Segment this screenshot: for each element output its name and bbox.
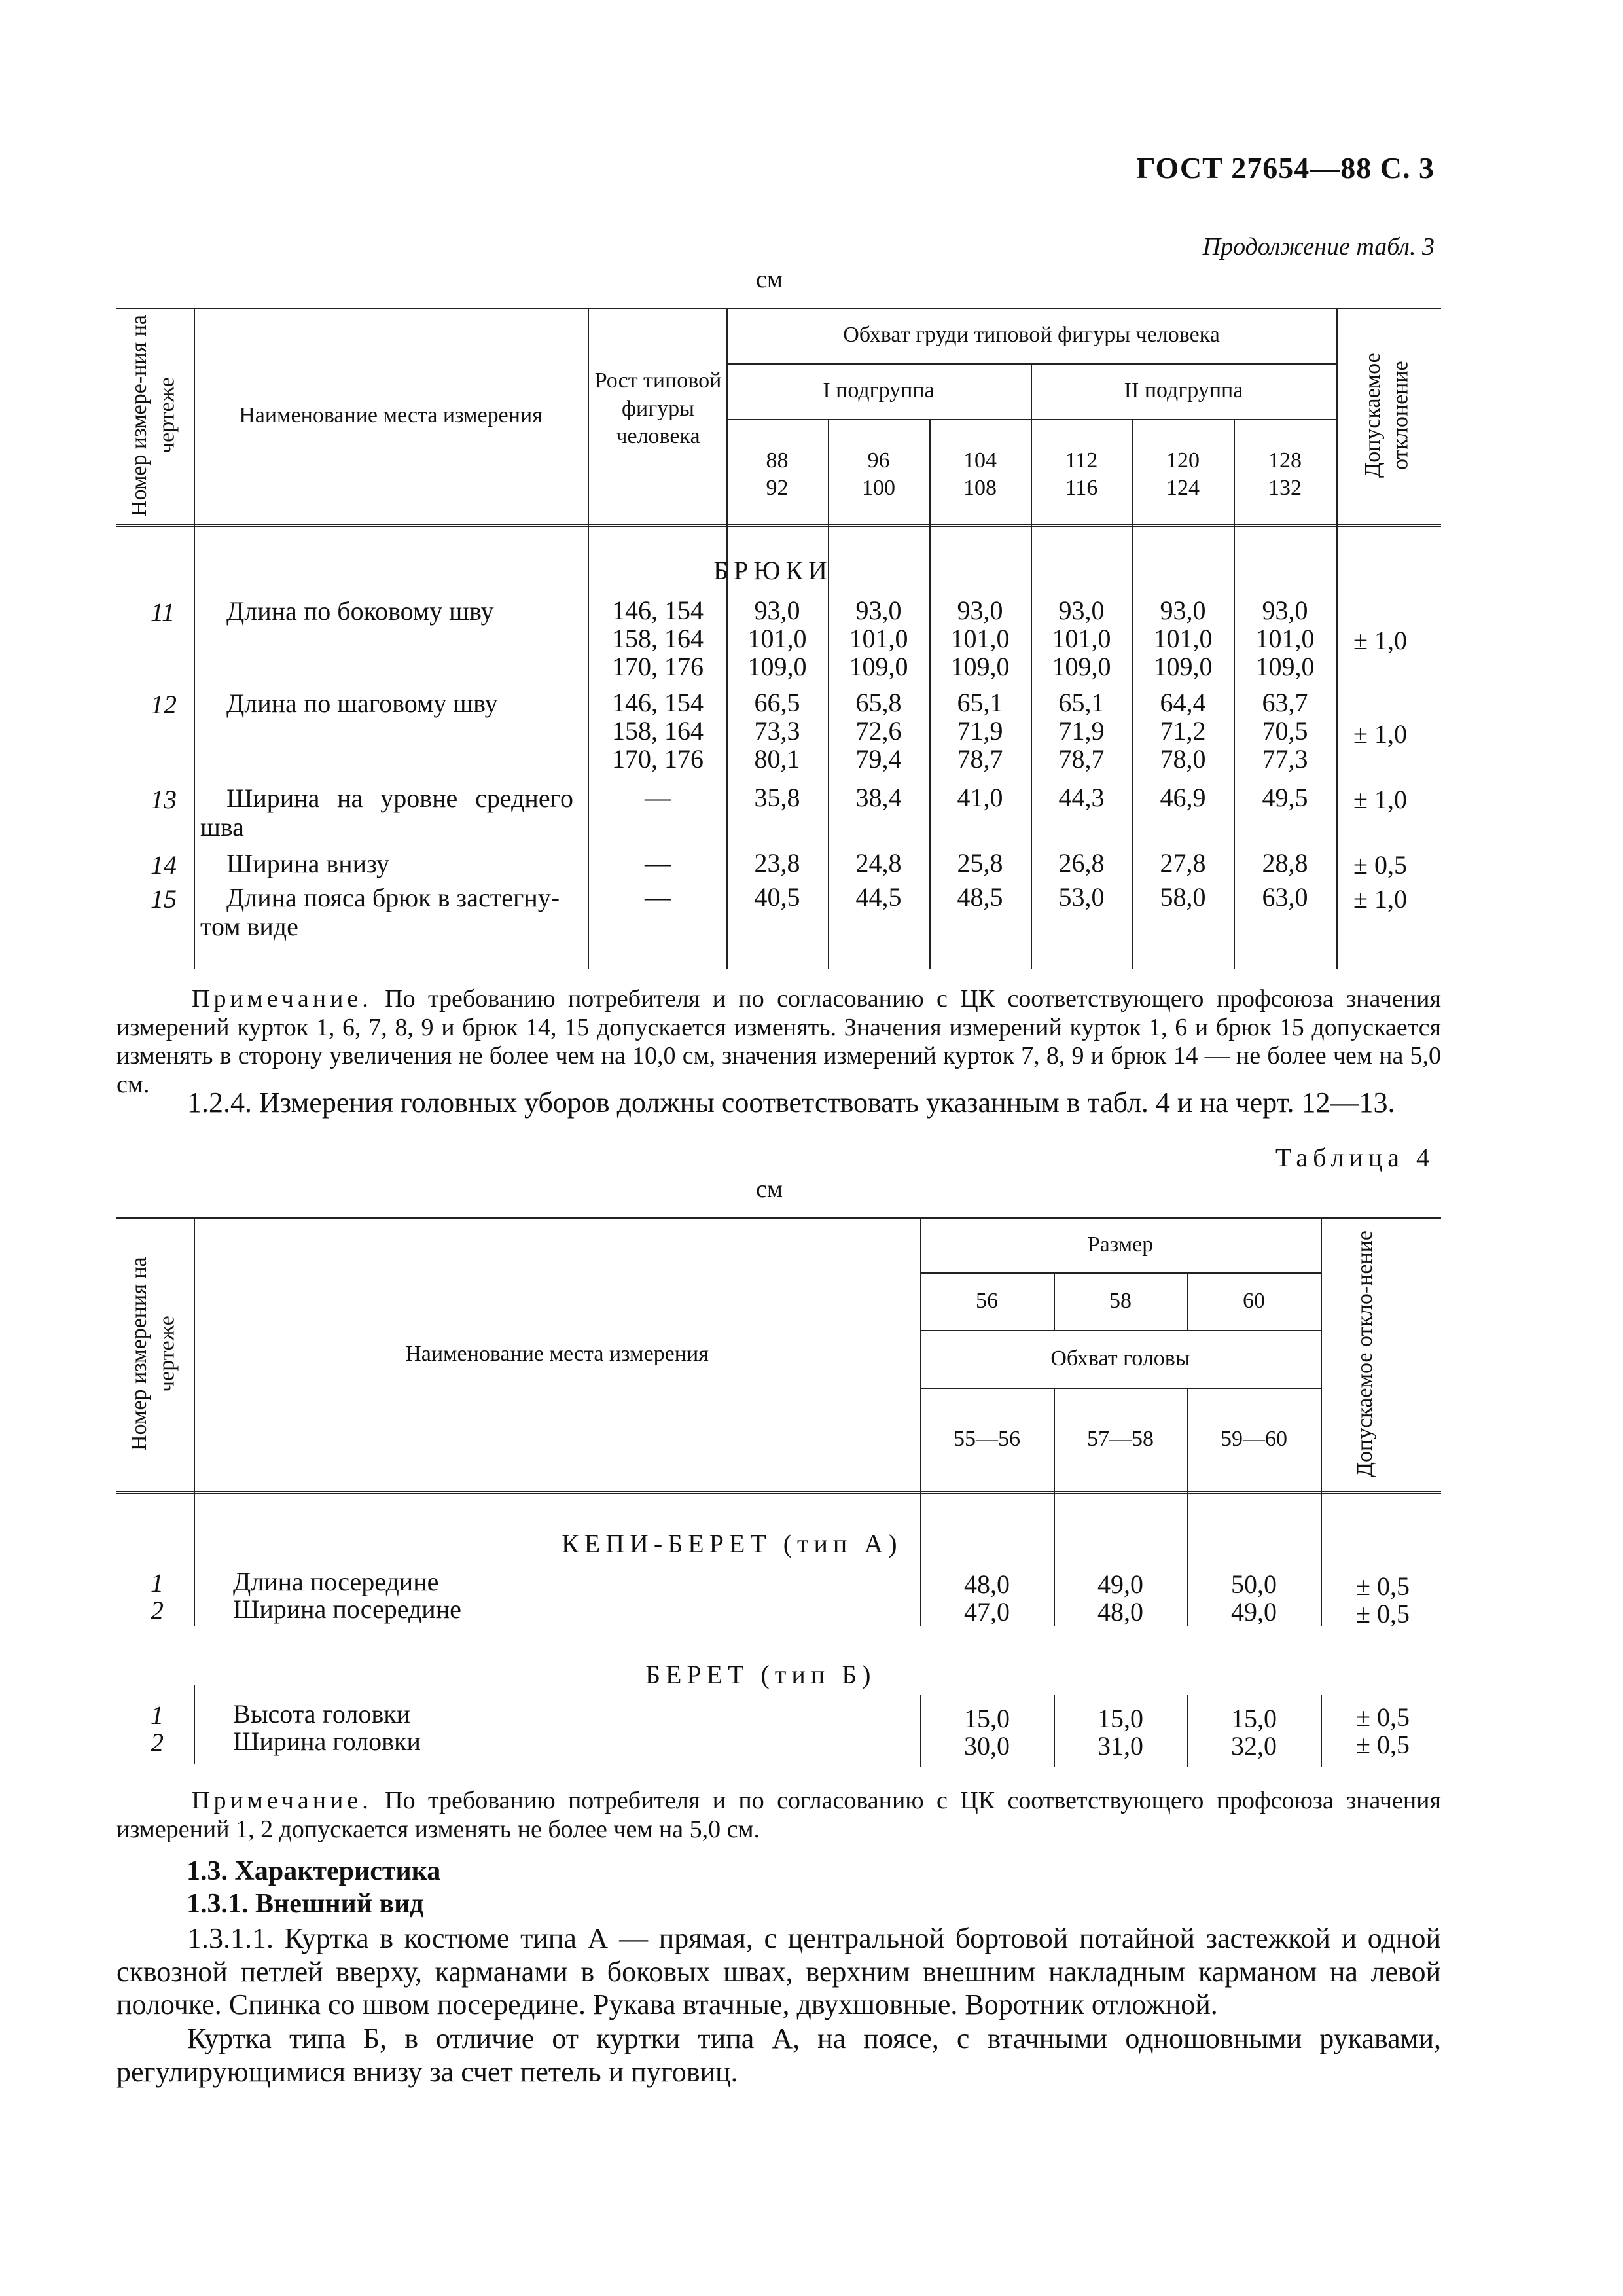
row-value: 49,0 — [1231, 1597, 1277, 1626]
col-girth-header: Обхват груди типовой фигуры человека — [843, 323, 1220, 348]
row-tolerance: ± 1,0 — [1353, 884, 1407, 914]
table-4-title: Таблица 4 — [1275, 1143, 1435, 1172]
row-tolerance: ± 0,5 — [1356, 1730, 1410, 1759]
row-value: 58,0 — [1160, 882, 1206, 912]
note-1: Примечание. По требованию потребителя и по согласованию с ЦК соответствующего профсоюза значения измерений курток 1, 6, 7, 8, 9 и брюк 14, 15 допускается изменять. Значения измерений курток 1, 6 и брюк 15 допускается изменять в сторону увеличения не более чем на 10,0 см, значения измерений курток 7, 8, 9 и брюк 14 — не более чем на 5,0 см. — [116, 985, 1441, 1099]
heading-1-3: 1.3. Характеристика — [187, 1856, 441, 1886]
row-value: 47,0 — [964, 1597, 1010, 1626]
row-value: 48,5 — [957, 882, 1003, 912]
col-head-girth-header: Обхват головы — [1050, 1346, 1190, 1371]
row-value: 26,8 — [1058, 848, 1105, 878]
row-name: Длина посередине — [233, 1567, 439, 1596]
row-name: Ширина головки — [233, 1727, 421, 1756]
row-value: 35,8 — [754, 783, 800, 812]
col-name-header: Наименование места измерения — [405, 1341, 709, 1366]
size-56: 56 — [976, 1288, 998, 1313]
col-number-header: Номер измере-ния на чертеже — [127, 315, 179, 516]
row-number: 2 — [151, 1728, 164, 1757]
row-value: 46,9 — [1160, 783, 1206, 812]
row-value: 32,0 — [1231, 1731, 1277, 1761]
row-name: Длина пояса брюк в застегну-том виде — [200, 883, 560, 941]
section-title-kepi-beret: КЕПИ-БЕРЕТ (тип А) — [562, 1529, 902, 1558]
size-60: 60 — [1243, 1288, 1265, 1313]
size-header: 88 92 — [766, 448, 789, 500]
row-value: 30,0 — [964, 1731, 1010, 1761]
row-name: Ширина на уровне среднего шва — [200, 783, 573, 842]
row-value: 25,8 — [957, 848, 1003, 878]
range-1: 55—56 — [954, 1426, 1020, 1451]
table4-unit: см — [756, 1175, 783, 1203]
row-value: 93,0 101,0 109,0 — [1052, 596, 1111, 681]
row-number: 14 — [151, 850, 177, 880]
row-number: 1 — [151, 1568, 164, 1598]
size-58: 58 — [1109, 1288, 1132, 1313]
row-value: 48,0 — [964, 1570, 1010, 1599]
row-number: 12 — [151, 690, 177, 719]
col-height-header: Рост типовой фигуры человека — [594, 368, 722, 449]
row-height: 146, 154 158, 164 170, 176 — [612, 596, 704, 681]
size-header: 96 100 — [862, 448, 895, 500]
row-tolerance: ± 0,5 — [1356, 1571, 1410, 1601]
subgroup-2-header: II подгруппа — [1124, 378, 1243, 403]
note-2: Примечание. По требованию потребителя и по согласованию с ЦК соответствующего профсоюза значения измерений 1, 2 допускается изменять не более чем на 5,0 см. — [116, 1787, 1441, 1843]
row-value: 93,0 101,0 109,0 — [849, 596, 908, 681]
row-height: — — [645, 882, 671, 912]
size-header: 112 116 — [1065, 448, 1098, 500]
row-tolerance: ± 1,0 — [1353, 785, 1407, 814]
row-value: 66,5 73,3 80,1 — [754, 688, 800, 774]
page-header: ГОСТ 27654—88 С. 3 — [1136, 151, 1435, 185]
row-tolerance: ± 0,5 — [1356, 1702, 1410, 1732]
col-tolerance-header: Допускаемое отклонение — [1361, 353, 1413, 478]
row-height: — — [645, 848, 671, 878]
row-name: Ширина внизу — [226, 849, 389, 878]
row-value: 15,0 — [964, 1704, 1010, 1733]
size-header: 128 132 — [1268, 448, 1302, 500]
col-tolerance-header: Допускаемое откло-нение — [1353, 1230, 1377, 1478]
row-value: 31,0 — [1097, 1731, 1143, 1761]
row-value: 49,0 — [1097, 1570, 1143, 1599]
row-number: 1 — [151, 1700, 164, 1730]
table3-unit: см — [756, 266, 783, 293]
size-header: 104 108 — [963, 448, 997, 500]
row-value: 44,3 — [1058, 783, 1105, 812]
paragraph-1-2-4: 1.2.4. Измерения головных уборов должны соответствовать указанным в табл. 4 и на черт. 12—13. — [187, 1086, 1395, 1119]
subgroup-1-header: I подгруппа — [823, 378, 935, 403]
range-3: 59—60 — [1221, 1426, 1287, 1451]
row-value: 40,5 — [754, 882, 800, 912]
section-title-beret: БЕРЕТ (тип Б) — [645, 1660, 876, 1689]
row-value: 53,0 — [1058, 882, 1105, 912]
row-value: 41,0 — [957, 783, 1003, 812]
col-number-header: Номер измерения на чертеже — [127, 1257, 179, 1452]
row-value: 50,0 — [1231, 1570, 1277, 1599]
row-value: 23,8 — [754, 848, 800, 878]
row-value: 15,0 — [1097, 1704, 1143, 1733]
row-value: 93,0 101,0 109,0 — [950, 596, 1010, 681]
row-value: 93,0 101,0 109,0 — [1153, 596, 1213, 681]
row-value: 49,5 — [1262, 783, 1308, 812]
row-value: 27,8 — [1160, 848, 1206, 878]
paragraph-1-3-1-1: 1.3.1.1. Куртка в костюме типа А — прямая, с центральной бортовой потайной застежкой и одной сквозной петлей вверху, карманами в боковых швах, верхним внешним накладным карманом на левой полочке. Спинка со швом посередине. Рукава втачные, двухшовные. Воротник отложной. — [116, 1922, 1441, 2021]
row-value: 65,8 72,6 79,4 — [855, 688, 902, 774]
row-value: 93,0 101,0 109,0 — [747, 596, 807, 681]
table-4 — [116, 1217, 1441, 1767]
col-name-header: Наименование места измерения — [239, 403, 543, 427]
heading-1-3-1: 1.3.1. Внешний вид — [187, 1889, 424, 1919]
section-title-bryuki: БРЮКИ — [713, 556, 832, 585]
row-value: 63,7 70,5 77,3 — [1262, 688, 1308, 774]
paragraph-type-b: Куртка типа Б, в отличие от куртки типа А, на поясе, с втачными одношовными рукавами, регулирующимися внизу за счет петель и пуговиц. — [116, 2022, 1441, 2088]
range-2: 57—58 — [1087, 1426, 1154, 1451]
col-size-header: Размер — [1087, 1232, 1154, 1257]
row-value: 48,0 — [1097, 1597, 1143, 1626]
row-name: Высота головки — [233, 1699, 411, 1729]
row-value: 38,4 — [855, 783, 902, 812]
row-value: 65,1 71,9 78,7 — [957, 688, 1003, 774]
table-3 — [116, 308, 1441, 975]
row-value: 24,8 — [855, 848, 902, 878]
row-tolerance: ± 1,0 — [1353, 626, 1407, 655]
row-number: 13 — [151, 785, 177, 814]
row-value: 93,0 101,0 109,0 — [1255, 596, 1315, 681]
row-tolerance: ± 0,5 — [1353, 850, 1407, 880]
row-name: Ширина посередине — [233, 1594, 461, 1624]
row-name: Длина по шаговому шву — [226, 689, 498, 718]
table-continuation-label: Продолжение табл. 3 — [1202, 233, 1435, 260]
row-number: 11 — [151, 598, 175, 627]
row-name: Длина по боковому шву — [226, 596, 494, 626]
row-tolerance: ± 1,0 — [1353, 719, 1407, 749]
row-value: 15,0 — [1231, 1704, 1277, 1733]
row-number: 15 — [151, 884, 177, 914]
row-value: 65,1 71,9 78,7 — [1058, 688, 1105, 774]
row-value: 28,8 — [1262, 848, 1308, 878]
row-height: — — [645, 783, 671, 812]
row-value: 63,0 — [1262, 882, 1308, 912]
row-value: 44,5 — [855, 882, 902, 912]
row-height: 146, 154 158, 164 170, 176 — [612, 688, 704, 774]
row-value: 64,4 71,2 78,0 — [1160, 688, 1206, 774]
row-tolerance: ± 0,5 — [1356, 1599, 1410, 1628]
size-header: 120 124 — [1166, 448, 1200, 500]
row-number: 2 — [151, 1596, 164, 1625]
